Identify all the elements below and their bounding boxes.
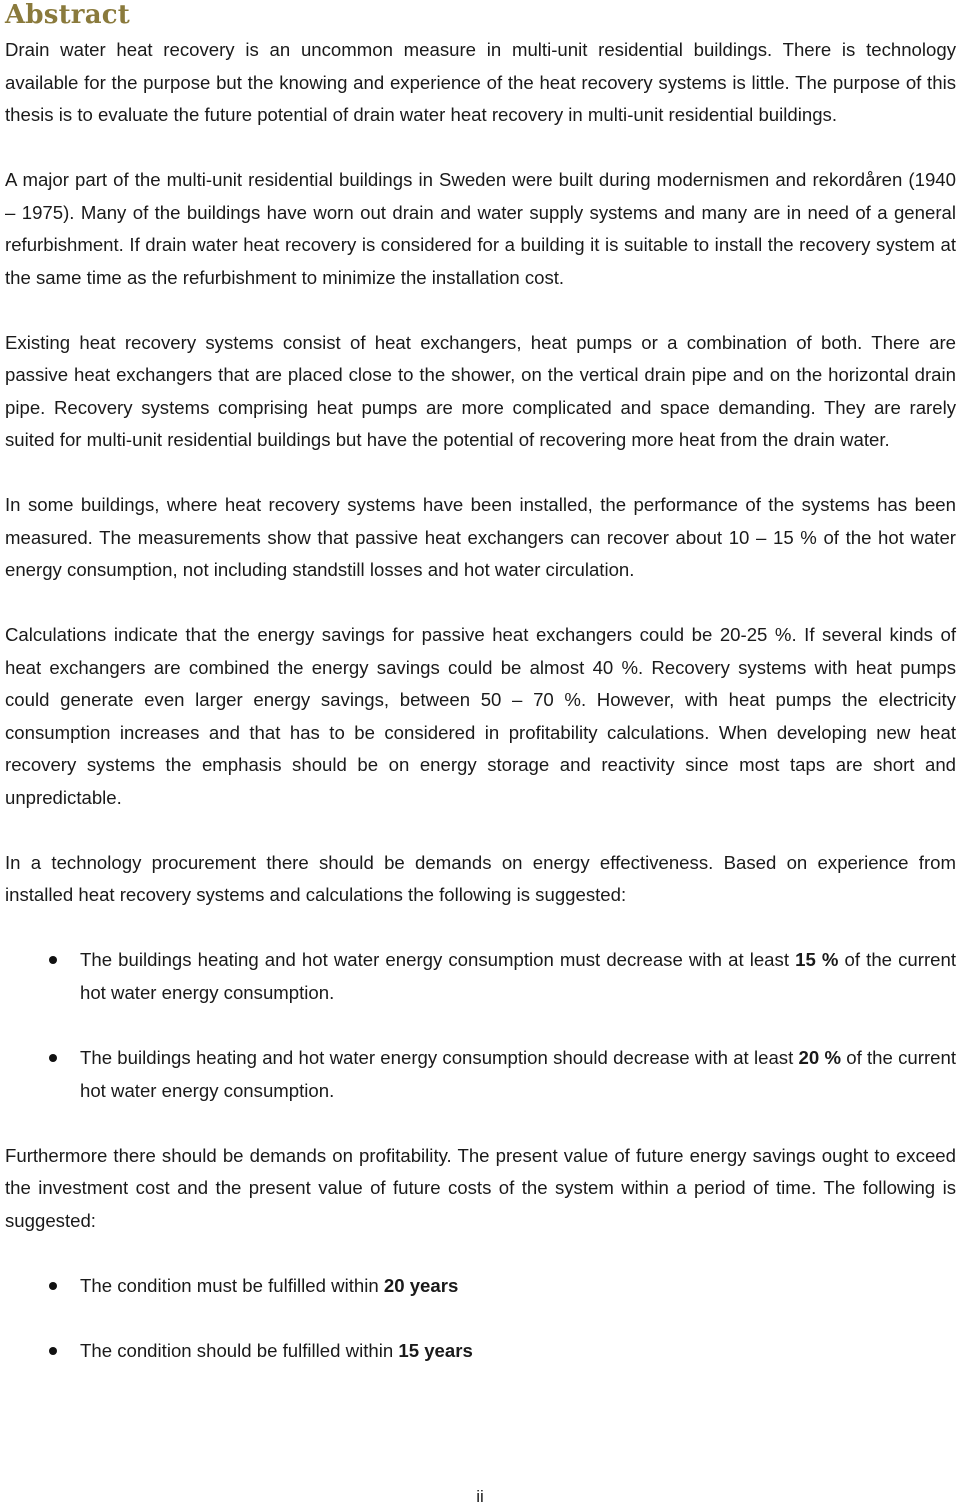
list-item (5, 1335, 956, 1368)
bullet-icon (49, 1347, 57, 1355)
paragraph-building-stock: A major part of the multi-unit residential buildings in Sweden were built during modernismen and rekordåren (1940 – 1975). Many of the buildings have worn out drain and water supply systems and many are in need of a general refurbishment. If drain water heat recovery is considered for a building it is suitable to install the recovery system at the same time as the refurbishment to minimize the installation cost. (5, 169, 956, 288)
profitability-requirements-list (5, 1270, 956, 1368)
list-item-emphasis: 20 % (798, 1047, 841, 1068)
list-item (5, 944, 956, 1009)
list-item-text: The condition must be fulfilled within (80, 1274, 384, 1296)
list-item-emphasis: 20 years (383, 1274, 459, 1296)
energy-requirements-list (5, 944, 956, 1107)
bullet-icon (49, 1054, 57, 1062)
list-item-text: of the current hot water energy consumption. (80, 1047, 956, 1101)
document-page (5, 0, 956, 1368)
list-item-emphasis: 15 years (398, 1340, 473, 1361)
abstract-heading: Abstract (5, 0, 130, 30)
paragraph-profitability: Furthermore there should be demands on profitability. The present value of future energy savings ought to exceed the investment cost and the present value of future costs of the system within a period of time. The following is suggested: (5, 1144, 956, 1231)
bullet-icon (49, 1282, 57, 1290)
paragraph-intro: Drain water heat recovery is an uncommon measure in multi-unit residential buildings. There is technology available for the purpose but the knowing and experience of the heat recovery systems is little. The purpose of this thesis is to evaluate the future potential of drain water heat recovery in multi-unit residential buildings. (5, 39, 956, 125)
paragraph-measurements: In some buildings, where heat recovery systems have been installed, the performance of the systems has been measured. The measurements show that passive heat exchangers can recover about 10 – 15 % of the hot water energy consumption, not including standstill losses and hot water circulation. (5, 494, 956, 580)
paragraph-calculations: Calculations indicate that the energy savings for passive heat exchangers could be 20-25 %. If several kinds of heat exchangers are combined the energy savings could be almost 40 %. Recovery systems with heat pumps could generate even larger energy savings, between 50 – 70 %. However, with heat pumps the electricity consumption increases and that has to be considered in profitability calculations. When developing new heat recovery systems the emphasis should be on energy storage and reactivity since most taps are short and unpredictable. (5, 624, 956, 808)
list-item-text: The buildings heating and hot water energy consumption must decrease with at least (80, 949, 796, 970)
list-item-text: of the current hot water energy consumption. (80, 949, 956, 1003)
list-item-text: The condition should be fulfilled within (80, 1340, 399, 1361)
bullet-icon (49, 956, 57, 964)
page-number: ii (476, 1487, 484, 1506)
paragraph-existing-systems: Existing heat recovery systems consist of heat exchangers, heat pumps or a combination of both. There are passive heat exchangers that are placed close to the shower, on the vertical drain pipe and on the horizontal drain pipe. Recovery systems comprising heat pumps are more complicated and space demanding. They are rarely suited for multi-unit residential buildings but have the potential of recovering more heat from the drain water. (5, 331, 956, 450)
list-item-emphasis: 15 % (795, 949, 839, 970)
paragraph-procurement: In a technology procurement there should be demands on energy effectiveness. Based on experience from installed heat recovery systems and calculations the following is suggested: (5, 851, 956, 905)
list-item (5, 1042, 956, 1107)
list-item-text: The buildings heating and hot water energy consumption should decrease with at least (80, 1047, 799, 1068)
list-item (5, 1270, 956, 1303)
